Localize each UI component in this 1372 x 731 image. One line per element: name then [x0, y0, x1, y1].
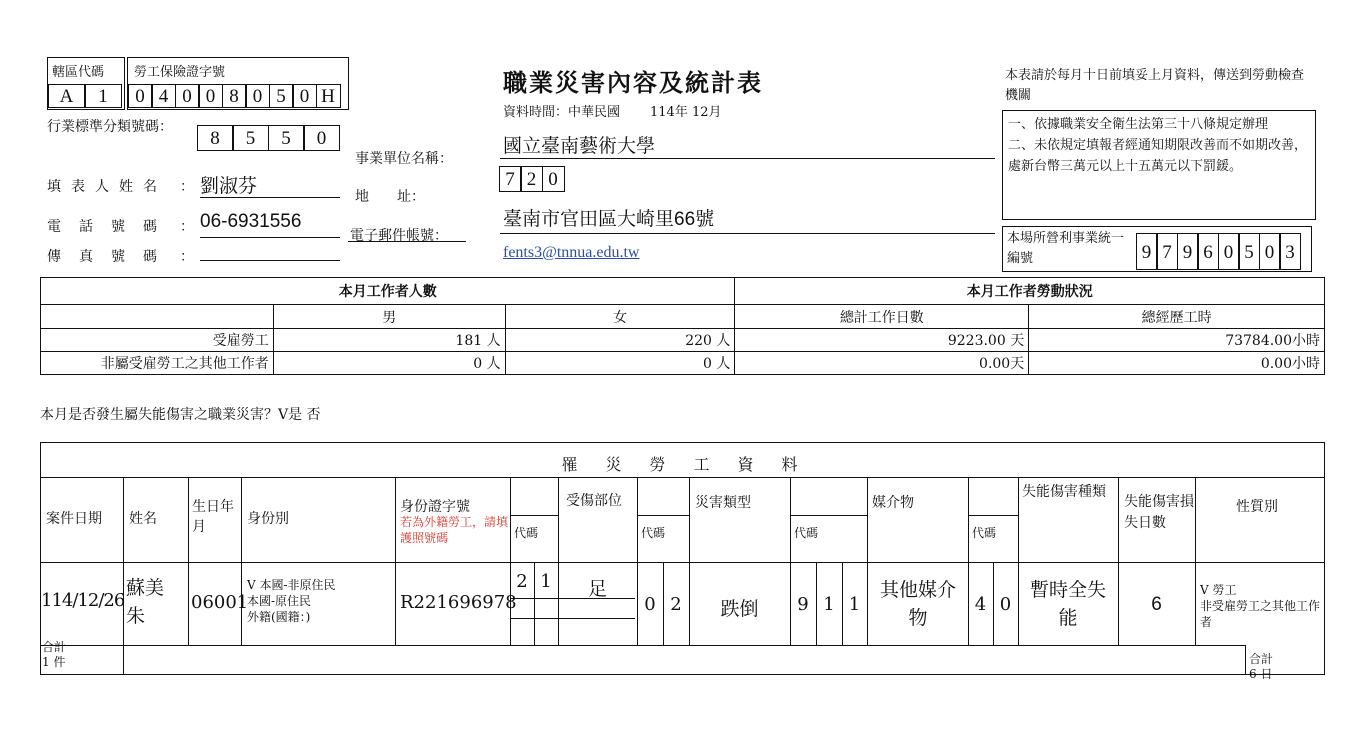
grid-line: [637, 477, 638, 645]
insurance-no-digits: [129, 84, 341, 108]
value: 73784.00: [1225, 333, 1292, 349]
grid-line: [510, 477, 511, 645]
employee-work-days: [735, 329, 1029, 352]
case-name: 蘇美朱: [126, 578, 165, 627]
col-total-hours: 總經歷工時: [1029, 305, 1325, 329]
digit: 0: [198, 84, 223, 108]
notice-box: [1002, 110, 1316, 220]
case-id-no: R221696978: [400, 592, 517, 613]
others-work-hours: [1029, 352, 1325, 375]
male-employees: [273, 329, 505, 352]
nature-options: [1200, 582, 1320, 630]
postal-code-digits: [500, 166, 565, 192]
case-birth: 06001: [191, 592, 249, 613]
disability-type: 暫時全失能: [1029, 580, 1106, 629]
header-date: 案件日期: [46, 511, 102, 527]
digit: 5: [1238, 233, 1260, 270]
filler-name-field[interactable]: 劉淑芬: [200, 171, 340, 198]
empty-cell: [41, 305, 274, 329]
col-female: 女: [505, 305, 735, 329]
grid-line: [968, 477, 969, 645]
digit: 0: [175, 84, 200, 108]
value: 0.00: [979, 356, 1011, 372]
value: 220: [685, 333, 712, 349]
address-label: 地 址：: [355, 189, 425, 205]
grid-line: [1118, 477, 1119, 645]
disability-question: 本月是否發生屬失能傷害之職業災害？V是 否: [40, 407, 321, 423]
total-cases-value: 1 件: [42, 655, 66, 669]
unit-name-underline: [500, 158, 995, 159]
header-lost-days: 失能傷害損失日數: [1124, 494, 1194, 531]
grid-line: [395, 477, 396, 645]
phone-field[interactable]: 06-6931556: [200, 211, 340, 238]
digit: 0: [292, 84, 317, 108]
grid-line: [867, 477, 868, 645]
header-medium: 媒介物: [872, 495, 914, 511]
unit: 人: [486, 333, 501, 349]
digit: 4: [151, 84, 176, 108]
insurance-no-label: 勞工保險證字號: [134, 65, 226, 80]
unit: 小時: [1292, 333, 1320, 349]
value: 0: [703, 356, 712, 372]
row-label-employees: 受雇勞工: [41, 329, 274, 352]
form-title: 職業災害內容及統計表: [503, 68, 763, 97]
grid-line: [1195, 477, 1196, 645]
workers-count-header: 本月工作者人數: [41, 278, 735, 305]
body-code-2: 1: [540, 571, 552, 592]
grid-line: [40, 477, 1325, 478]
notice-item-2: 二、未依規定填報者經通知期限改善而不如期改善，處新台幣三萬元以上十五萬元以下罰鍰。: [1008, 138, 1308, 174]
header-type-code: 代碼: [641, 526, 666, 540]
disability-code-2: 0: [999, 594, 1012, 615]
digit: 0: [1218, 233, 1240, 270]
digit: A: [48, 84, 86, 108]
digit: 8: [197, 125, 234, 151]
type-code-1: 0: [644, 594, 656, 615]
region-code-label: 轄區代碼: [52, 65, 105, 80]
header-body-code: 代碼: [514, 526, 539, 540]
grid-line: [968, 515, 1018, 516]
notice-item-1: 一、依據職業安全衛生法第三十八條規定辦理: [1008, 117, 1269, 132]
digit: 2: [520, 166, 543, 192]
injury-section-title: 罹 災 勞 工 資 料: [561, 455, 804, 474]
grid-line: [790, 515, 867, 516]
unit: 天: [1010, 333, 1025, 349]
grid-line: [40, 645, 1245, 646]
medium-code-3: 1: [848, 594, 861, 615]
header-disability-code: 代碼: [972, 526, 997, 540]
digit: 0: [542, 166, 565, 192]
email-label-underline: [348, 241, 466, 242]
disability-code-1: 4: [974, 594, 987, 615]
industry-code-label: 行業標準分類號碼：: [47, 119, 173, 135]
medium-code-1: 9: [797, 594, 809, 615]
female-others: [505, 352, 735, 375]
identity-option-3: 外籍(國籍：): [247, 610, 311, 624]
notice-top: 本表請於每月十日前填妥上月資料，傳送到勞動檢查機關: [1005, 68, 1305, 103]
worker-stats-table: [40, 277, 1325, 375]
header-identity: 身份別: [247, 511, 289, 527]
header-birth: 生日年月: [192, 499, 234, 535]
unit-name-value: 國立臺南藝術大學: [503, 136, 656, 157]
employee-work-hours: [1029, 329, 1325, 352]
digit: 8: [222, 84, 247, 108]
data-time-value: 114年 12月: [650, 105, 722, 120]
total-days-value: 6 日: [1249, 667, 1273, 681]
digit: 1: [84, 84, 122, 108]
digit: 0: [128, 84, 153, 108]
row-label-others: 非屬受雇勞工之其他工作者: [41, 352, 274, 375]
grid-line: [188, 477, 189, 645]
total-days: [1249, 652, 1273, 682]
digit: 6: [1197, 233, 1219, 270]
header-nature: 性質別: [1236, 499, 1278, 515]
header-id-note: 若為外籍勞工，請填護照號碼: [400, 515, 509, 545]
female-employees: [505, 329, 735, 352]
table-row: [41, 329, 1325, 352]
tax-id-label: 本場所營利事業統一編號: [1007, 231, 1125, 266]
col-total-days: 總計工作日數: [735, 305, 1029, 329]
filler-label: 填表人姓名: [47, 179, 167, 195]
disaster-type: 跌倒: [720, 599, 759, 620]
grid-line: [637, 515, 689, 516]
table-row: [41, 352, 1325, 375]
unit: 人: [716, 333, 731, 349]
unit-name-label: 事業單位名稱：: [355, 151, 453, 167]
digit: 0: [1259, 233, 1281, 270]
digit: 9: [1177, 233, 1199, 270]
grid-line: [510, 515, 558, 516]
value: 0: [473, 356, 483, 372]
male-others: [273, 352, 505, 375]
header-disability-type: 失能傷害種類: [1022, 484, 1106, 500]
email-link[interactable]: fents3@tnnua.edu.tw: [503, 244, 640, 261]
grid-line: [123, 477, 124, 675]
unit: 天: [1010, 356, 1025, 372]
total-days-label: 合計: [1249, 652, 1274, 666]
data-time-label: 資料時間：中華民國: [503, 105, 621, 120]
identity-option-2: 本國-原住民: [247, 594, 312, 608]
grid-line: [1245, 645, 1246, 675]
email-label: 電子郵件帳號：: [350, 228, 448, 244]
nature-option-2: 非受雇勞工之其他工作者: [1200, 599, 1321, 629]
colon: ：: [180, 219, 194, 235]
body-part: 足: [587, 579, 607, 600]
col-male: 男: [273, 305, 505, 329]
digit: 0: [303, 125, 340, 151]
header-name: 姓名: [129, 511, 157, 527]
address-underline: [500, 233, 995, 234]
value: 0.00: [1260, 356, 1292, 372]
digit: 5: [268, 125, 305, 151]
value: 9223.00: [947, 333, 1006, 349]
digit: 7: [499, 166, 522, 192]
case-date: 114/12/26: [41, 590, 125, 611]
grid-line: [510, 618, 635, 619]
region-code-digits: [49, 84, 122, 108]
digit: 9: [1136, 233, 1158, 270]
type-code-2: 2: [670, 594, 682, 615]
digit: 3: [1279, 233, 1301, 270]
address-value: 臺南市官田區大崎里66號: [503, 209, 715, 230]
lost-days: 6: [1151, 594, 1162, 615]
total-cases: [42, 640, 66, 670]
grid-line: [790, 477, 791, 645]
body-code-1: 2: [516, 571, 528, 592]
grid-line: [40, 562, 1325, 563]
digit: 5: [269, 84, 294, 108]
unit: 人: [716, 356, 731, 372]
colon: ：: [180, 179, 194, 195]
nature-option-1: V 勞工: [1200, 583, 1237, 597]
identity-option-1: V 本國-非原住民: [247, 578, 336, 592]
header-id-no: 身份證字號: [400, 499, 470, 515]
unit: 人: [486, 356, 501, 372]
digit: 0: [245, 84, 270, 108]
tax-id-digits: [1137, 233, 1301, 270]
medium-code-2: 1: [823, 594, 835, 615]
unit: 小時: [1292, 356, 1320, 372]
digit: H: [316, 84, 341, 108]
header-body-part: 受傷部位: [566, 493, 622, 509]
value: 181: [455, 333, 483, 349]
medium: 其他媒介物: [879, 580, 956, 629]
fax-field[interactable]: [200, 240, 340, 261]
colon: ：: [180, 249, 194, 265]
grid-line: [558, 477, 559, 645]
industry-code-digits: [198, 125, 340, 151]
header-disaster-type: 災害類型: [695, 495, 751, 511]
digit: 5: [232, 125, 269, 151]
phone-label: 電話號碼: [47, 219, 175, 235]
header-medium-code: 代碼: [794, 526, 819, 540]
grid-line: [1018, 477, 1019, 645]
others-work-days: [735, 352, 1029, 375]
fax-label: 傳真號碼: [47, 249, 175, 265]
total-cases-label: 合計: [42, 640, 67, 654]
digit: 7: [1156, 233, 1178, 270]
identity-options: [247, 577, 336, 625]
labor-status-header: 本月工作者勞動狀況: [735, 278, 1325, 305]
